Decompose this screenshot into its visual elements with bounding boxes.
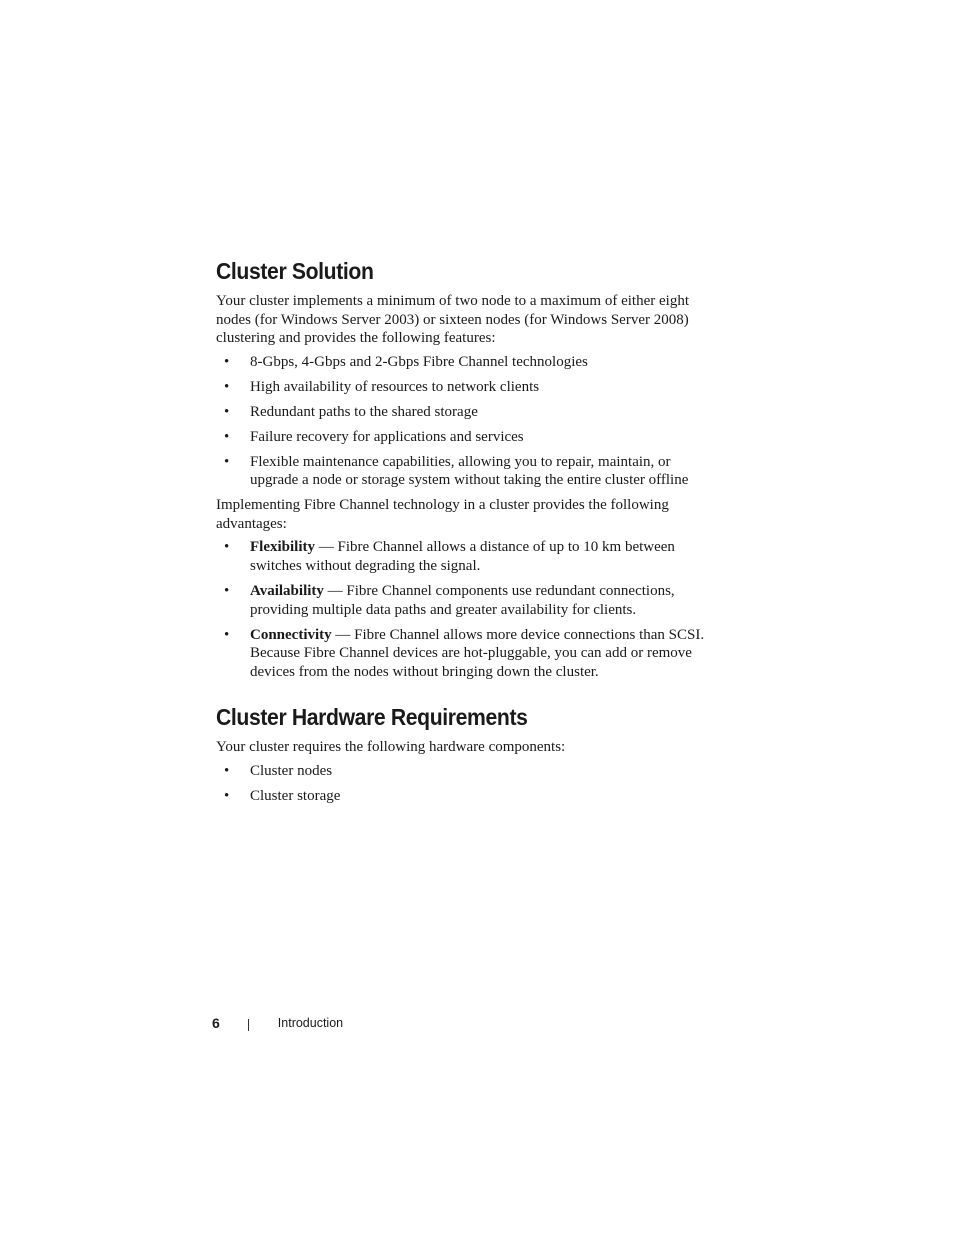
list-item: • Flexible maintenance capabilities, allowing you to repair, maintain, or upgrade a node or storage system without taking the entire cluster offline: [224, 453, 689, 489]
bullet: •: [224, 403, 230, 420]
bullet: •: [224, 539, 230, 556]
list-item: • Failure recovery for applications and services: [224, 428, 524, 445]
hardware-list: [216, 762, 716, 806]
section-heading-cluster-solution: Cluster Solution: [216, 258, 374, 284]
page-number: 6: [212, 1015, 220, 1031]
term-availability: Availability: [250, 583, 324, 600]
advantages-intro: Implementing Fibre Channel technology in a cluster provides the following advantages:: [216, 497, 669, 532]
list-item: • 8-Gbps, 4-Gbps and 2-Gbps Fibre Channel technologies: [224, 353, 588, 370]
bullet: •: [224, 583, 230, 600]
term-flexibility: Flexibility: [250, 539, 315, 556]
footer-section-title: Introduction: [277, 1016, 344, 1030]
hardware-requirements-intro: Your cluster requires the following hardware components:: [216, 739, 566, 756]
bullet: •: [224, 626, 230, 643]
list-item: • High availability of resources to network clients: [224, 378, 540, 395]
advantages-list: [216, 538, 716, 681]
list-item: • Availability — Fibre Channel components use redundant connections, providing multiple data paths and greater availability for clients.: [224, 583, 675, 618]
list-item: • Cluster nodes: [224, 763, 333, 780]
term-connectivity: Connectivity: [250, 626, 332, 643]
list-item: • Connectivity — Fibre Channel allows more device connections than SCSI. Because Fibre Channel devices are hot-pluggable, you can add or remove devices from the nodes without bringing down the cluster.: [224, 626, 705, 680]
list-item: • Flexibility — Fibre Channel allows a distance of up to 10 km between switches without degrading the signal.: [224, 539, 675, 575]
page-footer: [212, 1015, 343, 1031]
features-list: [216, 353, 716, 490]
bullet: •: [224, 353, 230, 370]
bullet: •: [224, 763, 230, 780]
list-item: • Cluster storage: [224, 788, 341, 804]
list-item: • Redundant paths to the shared storage: [224, 403, 478, 420]
section-heading-hardware-requirements: Cluster Hardware Requirements: [216, 704, 528, 731]
bullet: •: [224, 788, 230, 804]
bullet: •: [224, 428, 230, 445]
footer-separator: [248, 1019, 249, 1031]
bullet: •: [224, 453, 230, 470]
page-content: [216, 256, 716, 812]
cluster-solution-intro: Your cluster implements a minimum of two node to a maximum of either eight nodes (for Windows Server 2003) or sixteen nodes (for Windows Server 2008) clustering and provides the following features:: [216, 293, 689, 347]
bullet: •: [224, 378, 230, 395]
